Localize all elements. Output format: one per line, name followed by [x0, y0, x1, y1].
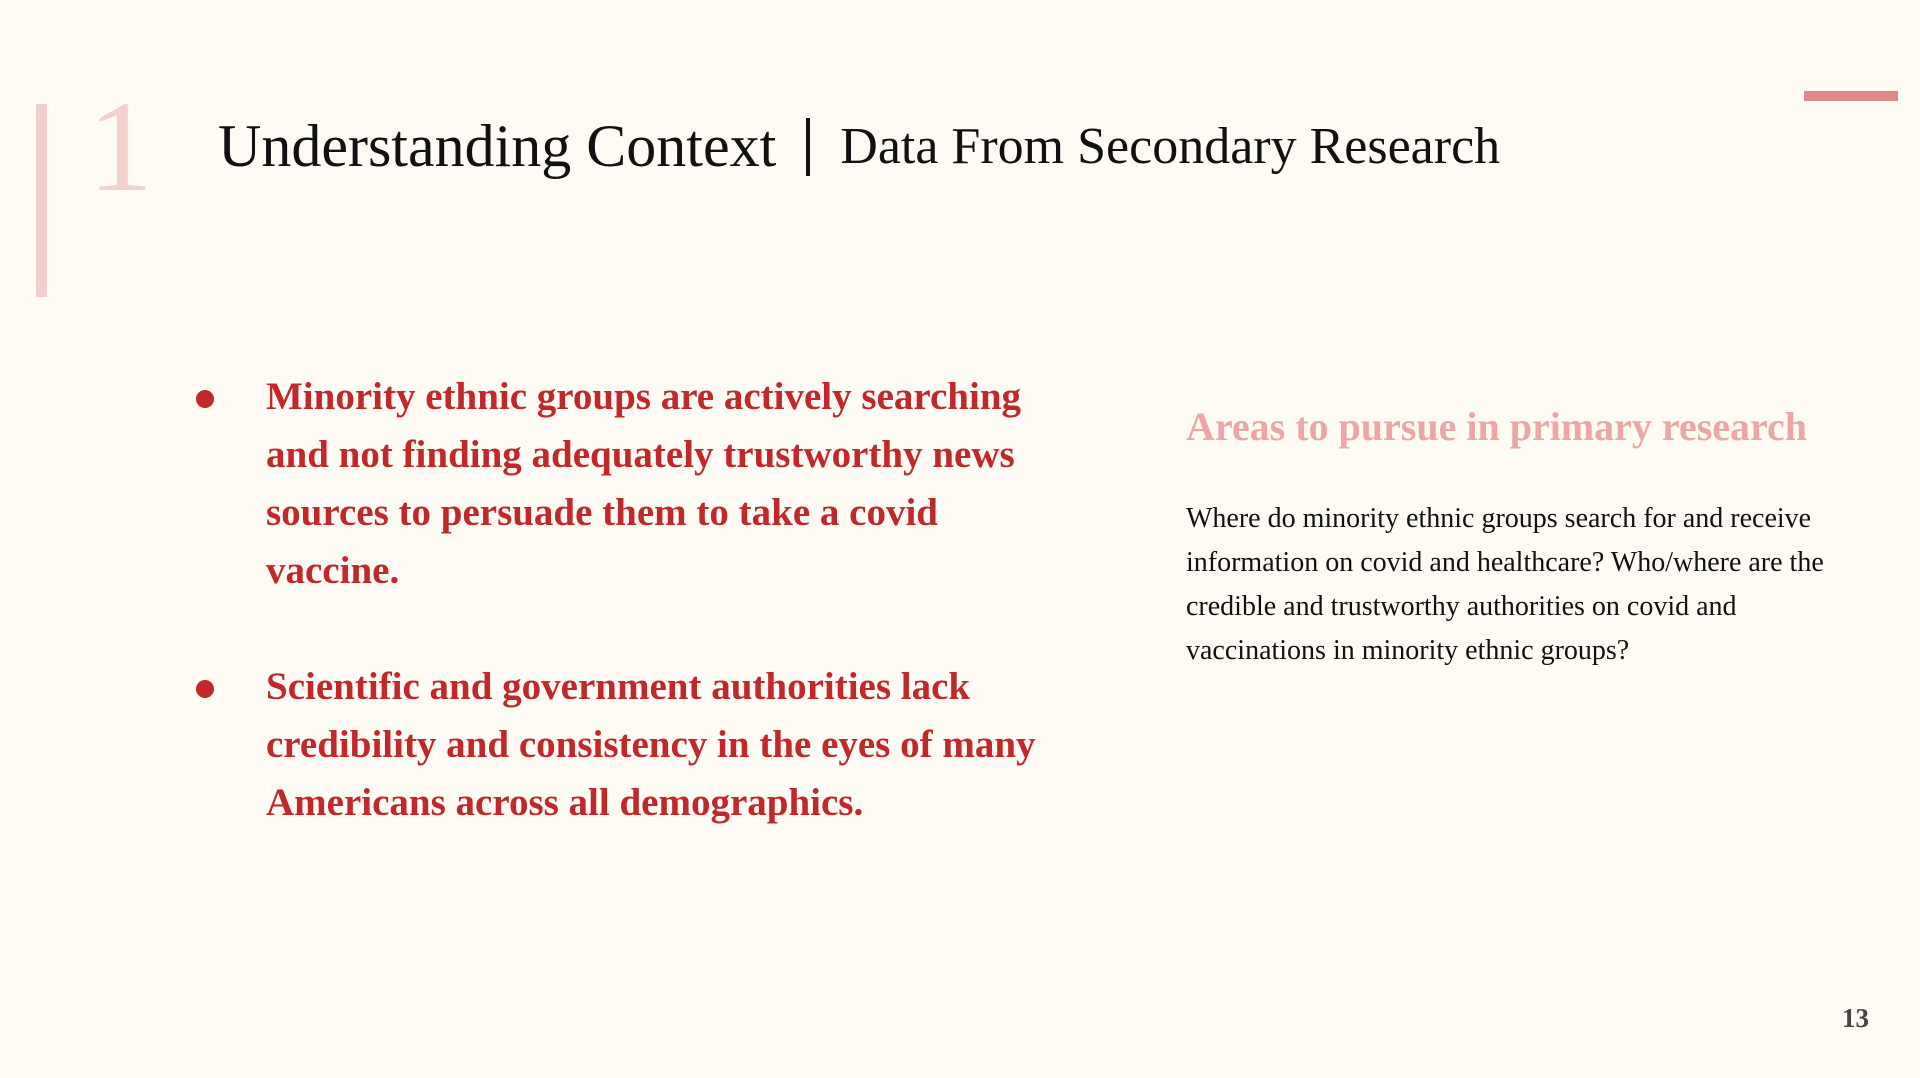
section-number: 1 [88, 75, 153, 219]
title-separator [806, 118, 810, 176]
finding-text: Minority ethnic groups are actively searching and not finding adequately trustworthy news sources to persuade them to take a covid vaccine. [266, 375, 1022, 592]
key-findings-list [196, 368, 1076, 890]
bullet-dot-icon [196, 390, 214, 408]
left-accent-bar [36, 104, 47, 297]
areas-body: Where do minority ethnic groups search for and receive information on covid and healthcare? Who/where are the credible and trustworthy authorities on covid and vaccinations in minority ethnic groups? [1186, 503, 1824, 666]
page-subtitle: Data From Secondary Research [840, 118, 1501, 175]
page-title: Understanding Context [218, 113, 777, 179]
finding-text: Scientific and government authorities lack credibility and consistency in the eyes of many Americans across all demographics. [266, 665, 1036, 824]
title-row [218, 112, 1500, 181]
list-item [196, 368, 1076, 600]
top-right-accent-bar [1804, 91, 1898, 101]
page-number: 13 [1842, 1003, 1869, 1033]
list-item [196, 658, 1076, 832]
areas-heading: Areas to pursue in primary research [1186, 404, 1808, 449]
bullet-dot-icon [196, 680, 214, 698]
